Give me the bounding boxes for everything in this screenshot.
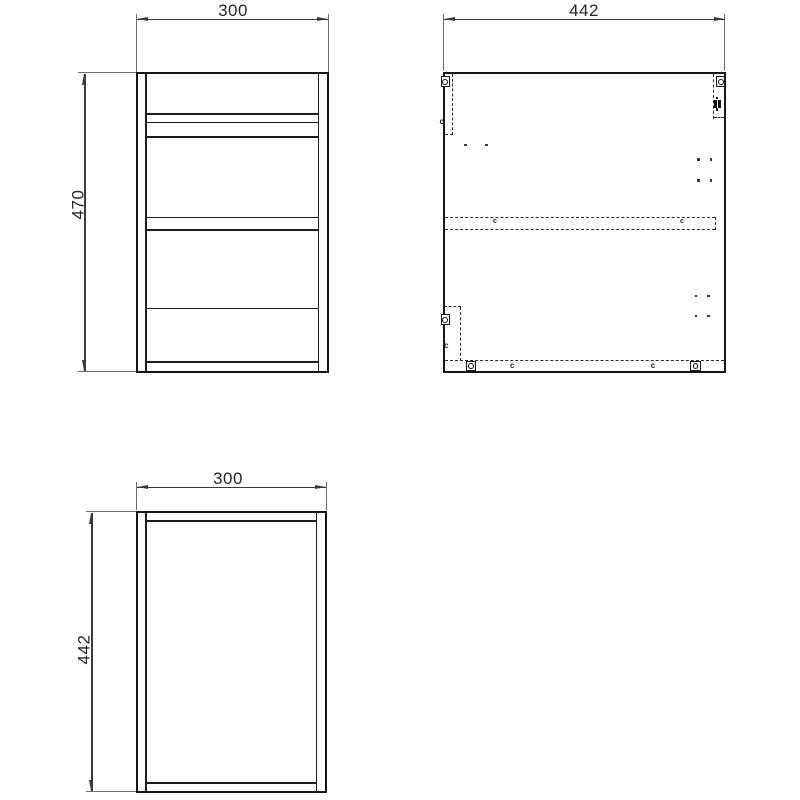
drill-mark: [707, 295, 710, 298]
cam-mark: c: [510, 360, 515, 370]
plan-width-dimension-label: 300: [213, 468, 243, 488]
dim-arrow-down-icon: [89, 780, 93, 791]
extension-line: [78, 72, 136, 73]
front-height-dimension-label: 470: [68, 189, 88, 220]
front-shelf-line: [147, 217, 318, 218]
cam-mark: c: [650, 360, 656, 370]
drill-mark: [697, 179, 700, 182]
drill-mark: [695, 315, 698, 318]
extension-line: [78, 371, 136, 372]
hidden-edge-line: [714, 117, 724, 118]
hidden-bottom-panel-line: [445, 360, 724, 361]
cam-mark: c: [444, 341, 449, 350]
cam-fitting-circle-icon: [468, 363, 474, 369]
drill-mark: [464, 144, 467, 147]
hidden-edge-line: [444, 306, 461, 307]
side-depth-dimension-label: 442: [569, 0, 599, 20]
plan-right-side-panel-line: [316, 513, 317, 791]
dim-arrow-left-icon: [137, 17, 148, 21]
dim-arrow-right-icon: [317, 17, 328, 21]
extension-line: [724, 14, 725, 71]
extension-line: [136, 14, 137, 72]
plan-left-side-panel-line: [145, 513, 146, 791]
front-shelf-line: [147, 113, 318, 114]
front-view-outline: [136, 72, 329, 373]
drill-mark: [710, 179, 713, 182]
drill-mark: [695, 295, 698, 298]
extension-line: [86, 791, 136, 792]
cam-mark: c: [680, 218, 684, 225]
cam-mark: c: [493, 218, 497, 225]
front-shelf-line: [147, 229, 318, 231]
plan-depth-dimension-label: 442: [74, 634, 94, 665]
dim-arrow-up-icon: [82, 74, 86, 85]
front-right-side-panel-line: [318, 74, 319, 371]
drill-mark: [485, 144, 488, 147]
extension-line: [328, 14, 329, 72]
cam-mark: c: [439, 117, 444, 126]
dim-arrow-down-icon: [82, 360, 86, 371]
hidden-edge-line: [713, 74, 714, 119]
dim-arrow-up-icon: [89, 513, 93, 524]
front-shelf-line: [147, 308, 318, 310]
dim-arrow-left-icon: [444, 17, 455, 21]
hidden-edge-line: [452, 74, 453, 135]
front-shelf-line: [147, 136, 318, 138]
plan-front-rail-line: [147, 520, 317, 521]
cam-fitting-circle-icon: [442, 79, 448, 85]
front-left-side-panel-line: [145, 74, 146, 371]
dim-arrow-right-icon: [714, 17, 725, 21]
cam-bolt-tick: [716, 97, 718, 100]
plan-back-rail-line: [147, 782, 317, 783]
dim-arrow-left-icon: [137, 485, 148, 489]
hidden-shelf-end-line: [715, 217, 716, 230]
cam-fitting-circle-icon: [442, 317, 448, 323]
drill-mark: [697, 158, 700, 161]
cam-fitting-circle-icon: [718, 79, 724, 85]
hidden-shelf-line: [445, 217, 715, 218]
cam-bolt-tick: [716, 108, 718, 111]
plan-view-outline: [136, 511, 327, 793]
hidden-edge-line: [445, 134, 453, 135]
hidden-edge-line: [460, 307, 461, 361]
extension-line: [86, 511, 136, 512]
front-bottom-panel-line: [147, 361, 318, 362]
front-shelf-line: [147, 122, 318, 123]
cam-bolt-slot: [717, 100, 719, 108]
drill-mark: [710, 158, 713, 161]
dim-arrow-right-icon: [315, 485, 326, 489]
extension-line: [443, 14, 444, 71]
front-width-dimension-label: 300: [218, 0, 248, 20]
drill-mark: [707, 315, 710, 318]
hidden-shelf-line: [445, 229, 715, 230]
